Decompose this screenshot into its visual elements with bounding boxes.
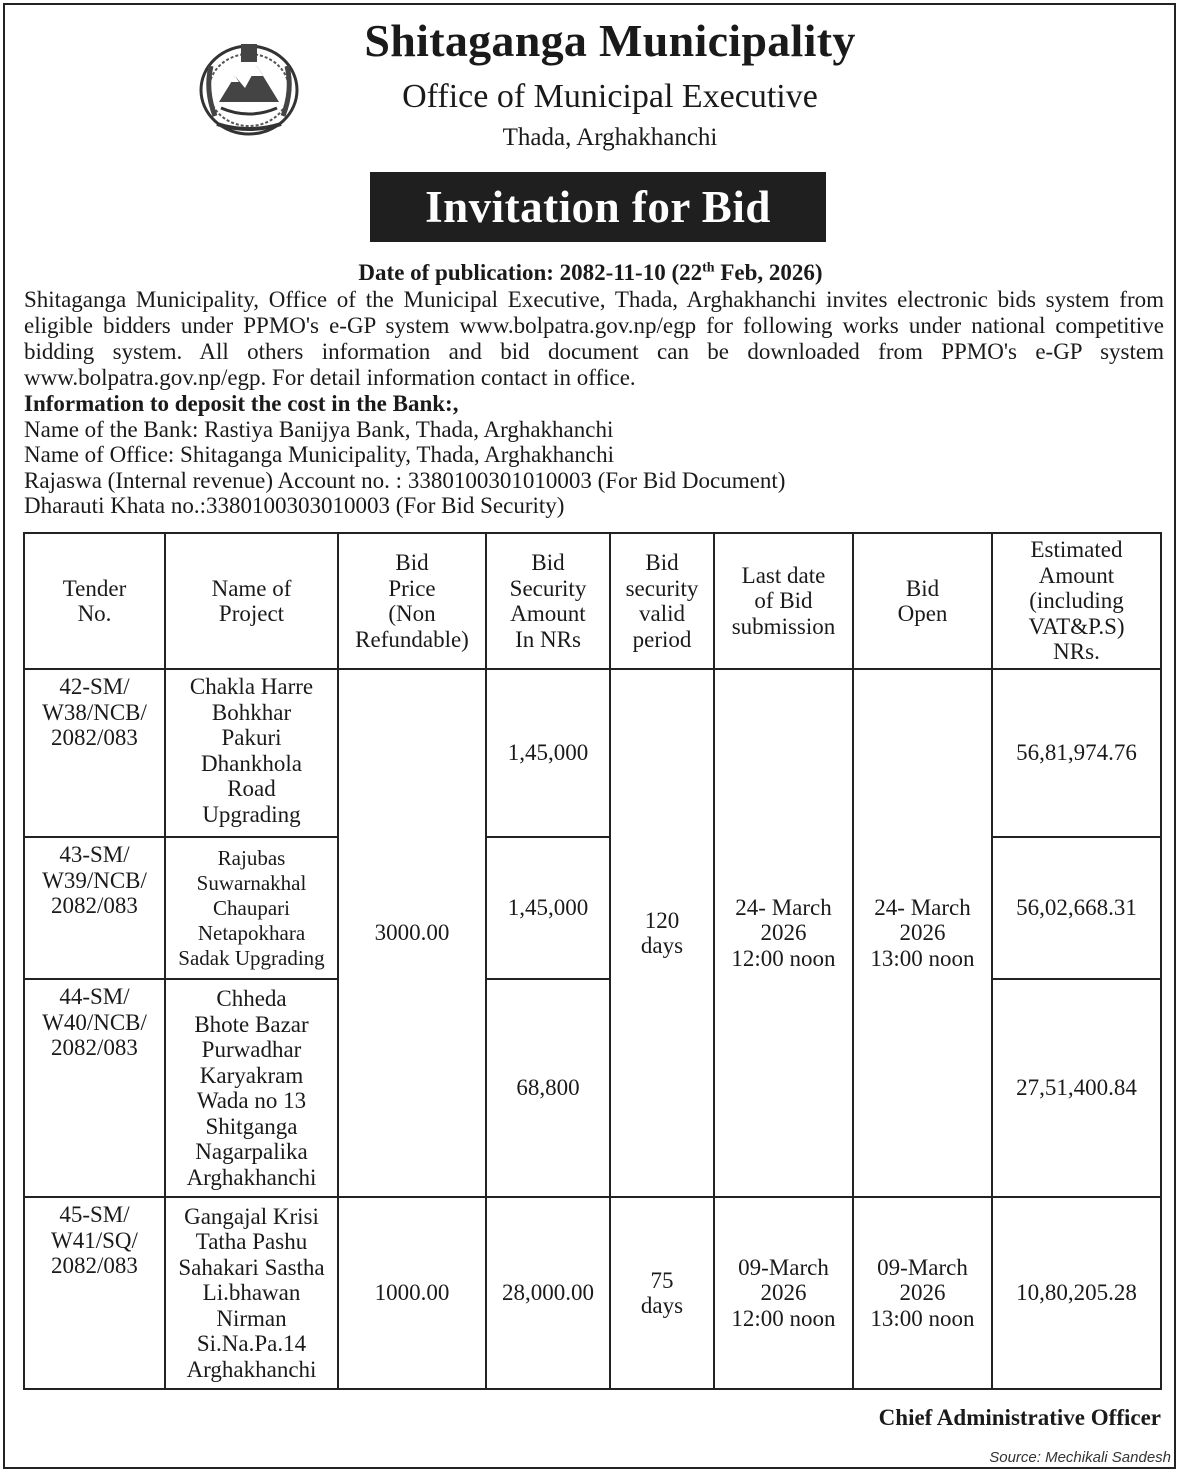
header-bid-security: Bid Security Amount In NRs — [509, 550, 587, 652]
header-project-name: Name of Project — [211, 575, 292, 626]
bid-open-cell: 24- March 2026 13:00 noon — [853, 669, 992, 1197]
column-header — [165, 533, 338, 669]
column-header — [992, 533, 1161, 669]
table-row — [24, 669, 1161, 837]
bid-security-cell: 28,000.00 — [486, 1197, 610, 1389]
project-name-cell: Chakla Harre Bohkhar Pakuri Dhankhola Road Upgrading — [165, 669, 338, 837]
estimated-amount-cell: 56,02,668.31 — [992, 837, 1161, 979]
publication-date-prefix: Date of publication: 2082-11-10 (22 — [358, 260, 703, 285]
bid-security-cell: 68,800 — [486, 979, 610, 1197]
office-location: Thada, Arghakhanchi — [502, 124, 718, 151]
intro-paragraph: Shitaganga Municipality, Office of the Municipal Executive, Thada, Arghakhanchi invites electronic bids system from eligible bidders under PPMO's e-GP system www.bolpatra.gov.np/egp for following works under national competitive bidding system. All others information and bid document can be downloaded from PPMO's e-GP system www.bolpatra.gov.np/egp. For detail information contact in office. — [24, 287, 1164, 390]
bid-open-cell: 09-March 2026 13:00 noon — [853, 1197, 992, 1389]
header-valid-period: Bid security valid period — [625, 550, 699, 652]
column-header — [714, 533, 853, 669]
project-name-cell: Gangajal Krisi Tatha Pashu Sahakari Sastha Li.bhawan Nirman Si.Na.Pa.14 Arghakhanchi — [165, 1197, 338, 1389]
last-date-cell: 09-March 2026 12:00 noon — [714, 1197, 853, 1389]
bid-table — [23, 532, 1162, 1390]
project-name-cell: Chheda Bhote Bazar Purwadhar Karyakram Wada no 13 Shitganga Nagarpalika Arghakhanchi — [165, 979, 338, 1197]
column-header — [853, 533, 992, 669]
table-header-row — [24, 533, 1161, 669]
header-estimated-amount: Estimated Amount (including VAT&P.S) NRs. — [1028, 537, 1125, 665]
security-account: Dharauti Khata no.:3380100303010003 (For Bid Security) — [24, 493, 565, 518]
bid-price-cell: 3000.00 — [338, 669, 486, 1197]
valid-period-cell: 120 days — [610, 669, 714, 1197]
last-date-cell: 24- March 2026 12:00 noon — [714, 669, 853, 1197]
bid-price-cell: 1000.00 — [338, 1197, 486, 1389]
tender-no-cell: 43-SM/ W39/NCB/ 2082/083 — [24, 837, 165, 979]
column-header — [24, 533, 165, 669]
publication-date-rest: Feb, 2026) — [714, 260, 823, 285]
publication-date-suffix-ordinal: th — [702, 260, 715, 276]
notice-banner: Invitation for Bid — [370, 172, 826, 242]
project-name-cell: Rajubas Suwarnakhal Chaupari Netapokhara Sadak Upgrading — [165, 837, 338, 979]
publication-date — [0, 260, 1181, 286]
column-header — [610, 533, 714, 669]
estimated-amount-cell: 27,51,400.84 — [992, 979, 1161, 1197]
bid-security-cell: 1,45,000 — [486, 669, 610, 837]
bank-name: Name of the Bank: Rastiya Banijya Bank, Thada, Arghakhanchi — [24, 416, 614, 442]
revenue-account: Rajaswa (Internal revenue) Account no. : 3380100301010003 (For Bid Document) — [24, 467, 786, 493]
tender-no-cell: 44-SM/ W40/NCB/ 2082/083 — [24, 979, 165, 1197]
estimated-amount-cell: 56,81,974.76 — [992, 669, 1161, 837]
bank-info-heading: Information to deposit the cost in the Bank:, — [24, 391, 459, 416]
header-bid-open: Bid Open — [897, 575, 948, 626]
table-row — [24, 1197, 1161, 1389]
municipality-title: Shitaganga Municipality — [364, 15, 856, 66]
valid-period-cell: 75 days — [610, 1197, 714, 1389]
office-subtitle: Office of Municipal Executive — [402, 78, 818, 115]
tender-no-cell: 45-SM/ W41/SQ/ 2082/083 — [24, 1197, 165, 1389]
column-header — [338, 533, 486, 669]
column-header — [486, 533, 610, 669]
header-last-date: Last date of Bid submission — [731, 562, 836, 639]
header-bid-price: Bid Price (Non Refundable) — [355, 550, 469, 652]
bid-security-cell: 1,45,000 — [486, 837, 610, 979]
bank-information — [24, 391, 1164, 519]
source-credit: Source: Mechikali Sandesh — [989, 1449, 1171, 1466]
tender-no-cell: 42-SM/ W38/NCB/ 2082/083 — [24, 669, 165, 837]
office-name: Name of Office: Shitaganga Municipality, Thada, Arghakhanchi — [24, 442, 614, 467]
header-tender-no: Tender No. — [62, 575, 127, 626]
estimated-amount-cell: 10,80,205.28 — [992, 1197, 1161, 1389]
signatory: Chief Administrative Officer — [878, 1405, 1161, 1430]
